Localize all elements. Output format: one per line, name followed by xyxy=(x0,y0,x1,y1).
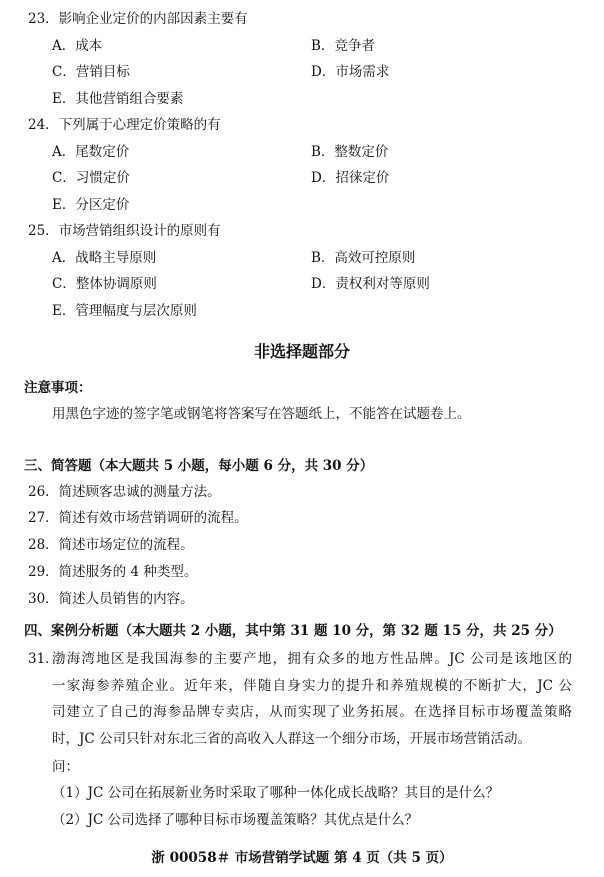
case-31-line-4: 时，JC 公司只针对东北三省的高收入人群这一个细分市场，开展市场营销活动。 xyxy=(52,730,532,747)
question-26: 26．简述顾客忠诚的测量方法。 xyxy=(28,484,221,500)
section-title-nonchoice: 非选择题部分 xyxy=(253,342,350,361)
question-24-option-d: D．招徕定价 xyxy=(311,170,390,186)
question-25-option-e: E．管理幅度与层次原则 xyxy=(52,303,197,319)
question-23-option-e: E．其他营销组合要素 xyxy=(52,91,184,107)
question-23-option-a: A．成本 xyxy=(52,38,103,54)
case-31-ask-label: 问： xyxy=(52,759,79,775)
question-23-option-c: C．营销目标 xyxy=(52,64,130,80)
notice-label: 注意事项： xyxy=(24,380,92,396)
question-25-option-d: D．责权利对等原则 xyxy=(311,276,430,292)
case-31-line-2: 一家海参养殖企业。近年来，伴随自身实力的提升和养殖规模的不断扩大，JC 公 xyxy=(52,677,572,694)
question-31-sub-1: （1）JC 公司在拓展新业务时采取了哪种一体化成长战略？其目的是什么？ xyxy=(52,785,500,801)
case-31-paragraph xyxy=(52,646,572,752)
question-25-option-b: B．高效可控原则 xyxy=(311,250,416,266)
question-23-option-b: B．竞争者 xyxy=(311,38,375,54)
question-24-stem: 24．下列属于心理定价策略的有 xyxy=(28,117,221,133)
question-28: 28．简述市场定位的流程。 xyxy=(28,537,194,553)
question-25-option-a: A．战略主导原则 xyxy=(52,250,157,266)
question-24-option-e: E．分区定价 xyxy=(52,197,130,213)
question-30: 30．简述人员销售的内容。 xyxy=(28,591,194,607)
question-23-stem: 23．影响企业定价的内部因素主要有 xyxy=(28,11,248,27)
case-analysis-header: 四、案例分析题（本大题共 2 小题，其中第 31 题 10 分，第 32 题 15 分，共 25 分） xyxy=(24,623,562,639)
case-31-line-1: 渤海湾地区是我国海参的主要产地，拥有众多的地方性品牌。JC 公司是该地区的 xyxy=(52,651,572,667)
notice-text: 用黑色字迹的签字笔或钢笔将答案写在答题纸上，不能答在试题卷上。 xyxy=(52,406,471,422)
question-29: 29．简述服务的 4 种类型。 xyxy=(28,564,198,580)
question-25-option-c: C．整体协调原则 xyxy=(52,276,157,292)
question-31-number: 31． xyxy=(28,651,59,667)
question-24-option-a: A．尾数定价 xyxy=(52,144,130,160)
question-27: 27．简述有效市场营销调研的流程。 xyxy=(28,510,248,526)
short-answer-header: 三、简答题（本大题共 5 小题，每小题 6 分，共 30 分） xyxy=(24,458,374,474)
question-25-stem: 25．市场营销组织设计的原则有 xyxy=(28,223,221,239)
question-23-option-d: D．市场需求 xyxy=(311,64,390,80)
page-footer: 浙 00058＃ 市场营销学试题 第 4 页（共 5 页） xyxy=(151,850,453,866)
question-24-option-c: C．习惯定价 xyxy=(52,170,130,186)
question-24-option-b: B．整数定价 xyxy=(311,144,389,160)
question-31-sub-2: （2）JC 公司选择了哪种目标市场覆盖策略？其优点是什么？ xyxy=(52,812,419,828)
case-31-line-3: 司建立了自己的海参品牌专卖店，从而实现了业务拓展。在选择目标市场覆盖策略 xyxy=(52,704,572,720)
